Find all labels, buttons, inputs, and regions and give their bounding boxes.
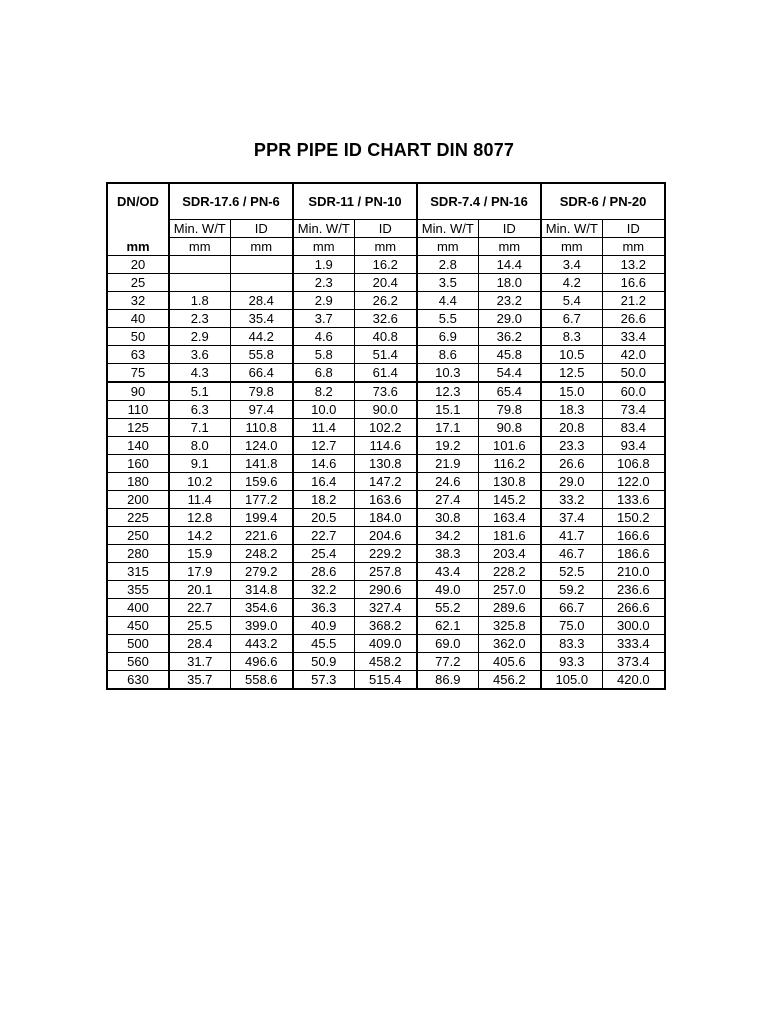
pn16-id-cell: 90.8 — [478, 419, 541, 437]
pn10-wt-cell: 8.2 — [293, 382, 354, 401]
pn10-wt-cell: 10.0 — [293, 401, 354, 419]
pn20-wt-cell: 59.2 — [541, 581, 602, 599]
pn10-id-cell: 458.2 — [354, 653, 417, 671]
pn6-id-cell: 221.6 — [230, 527, 293, 545]
pn6-id-cell: 399.0 — [230, 617, 293, 635]
dn-od-cell: 75 — [107, 364, 169, 383]
pn16-id-cell: 257.0 — [478, 581, 541, 599]
pn6-id-cell: 28.4 — [230, 292, 293, 310]
pn20-id-cell: 420.0 — [602, 671, 665, 690]
pn16-id-cell: 228.2 — [478, 563, 541, 581]
pn16-wt-cell: 86.9 — [417, 671, 478, 690]
pn20-id-cell: 122.0 — [602, 473, 665, 491]
pn20-id-cell: 333.4 — [602, 635, 665, 653]
pn6-wt-cell: 2.3 — [169, 310, 230, 328]
pn6-id-cell: 97.4 — [230, 401, 293, 419]
pn16-id-cell: 163.4 — [478, 509, 541, 527]
pn6-id-cell: 55.8 — [230, 346, 293, 364]
table-row — [107, 346, 665, 364]
pn10-id-cell: 32.6 — [354, 310, 417, 328]
dn-od-cell: 355 — [107, 581, 169, 599]
table-row — [107, 473, 665, 491]
pn6-id-cell: 66.4 — [230, 364, 293, 383]
pn6-id-cell: 279.2 — [230, 563, 293, 581]
pn10-wt-cell: 11.4 — [293, 419, 354, 437]
pn6-id-cell: 314.8 — [230, 581, 293, 599]
table-row — [107, 401, 665, 419]
pn20-wt-cell: 83.3 — [541, 635, 602, 653]
pn10-id-cell: 130.8 — [354, 455, 417, 473]
dn-od-cell: 160 — [107, 455, 169, 473]
pn10-id-cell: 368.2 — [354, 617, 417, 635]
pn16-wt-cell: 4.4 — [417, 292, 478, 310]
dn-od-cell: 250 — [107, 527, 169, 545]
pn20-id-cell: 83.4 — [602, 419, 665, 437]
pn16-id-cell: 54.4 — [478, 364, 541, 383]
pn16-id-cell: 65.4 — [478, 382, 541, 401]
dn-unit: mm — [107, 238, 169, 256]
pn20-wt-cell: 3.4 — [541, 256, 602, 274]
pn6-id-cell: 110.8 — [230, 419, 293, 437]
pn10-wt-cell: 16.4 — [293, 473, 354, 491]
pn6-id-cell: 199.4 — [230, 509, 293, 527]
table-row — [107, 599, 665, 617]
table-row — [107, 563, 665, 581]
pn10-wt-cell: 20.5 — [293, 509, 354, 527]
pn16-id-cell: 325.8 — [478, 617, 541, 635]
header-row-groups — [107, 183, 665, 220]
group-header-sdr-6: SDR-6 / PN-20 — [541, 183, 665, 220]
pn20-wt-cell: 46.7 — [541, 545, 602, 563]
pn10-wt-cell: 2.3 — [293, 274, 354, 292]
table-row — [107, 274, 665, 292]
pn16-id-cell: 23.2 — [478, 292, 541, 310]
col-header-id: ID — [230, 220, 293, 238]
pn20-id-cell: 21.2 — [602, 292, 665, 310]
pn10-id-cell: 61.4 — [354, 364, 417, 383]
pn16-id-cell: 203.4 — [478, 545, 541, 563]
pn20-id-cell: 373.4 — [602, 653, 665, 671]
pn10-wt-cell: 12.7 — [293, 437, 354, 455]
dn-od-cell: 400 — [107, 599, 169, 617]
pn16-id-cell: 18.0 — [478, 274, 541, 292]
pn10-id-cell: 73.6 — [354, 382, 417, 401]
pn6-id-cell: 141.8 — [230, 455, 293, 473]
col-header-wt: Min. W/T — [169, 220, 230, 238]
pn16-id-cell: 289.6 — [478, 599, 541, 617]
unit-cell: mm — [478, 238, 541, 256]
pn20-wt-cell: 33.2 — [541, 491, 602, 509]
table-row — [107, 545, 665, 563]
pn16-wt-cell: 30.8 — [417, 509, 478, 527]
pn20-id-cell: 33.4 — [602, 328, 665, 346]
pn6-wt-cell: 5.1 — [169, 382, 230, 401]
pn6-wt-cell: 7.1 — [169, 419, 230, 437]
dn-od-cell: 32 — [107, 292, 169, 310]
group-header-sdr-11: SDR-11 / PN-10 — [293, 183, 417, 220]
pn10-id-cell: 16.2 — [354, 256, 417, 274]
pn16-id-cell: 456.2 — [478, 671, 541, 690]
page-title: PPR PIPE ID CHART DIN 8077 — [253, 140, 515, 160]
table-row — [107, 437, 665, 455]
pn20-id-cell: 60.0 — [602, 382, 665, 401]
pn16-wt-cell: 10.3 — [417, 364, 478, 383]
unit-cell: mm — [169, 238, 230, 256]
pn6-wt-cell — [169, 274, 230, 292]
pn10-id-cell: 257.8 — [354, 563, 417, 581]
pn16-wt-cell: 62.1 — [417, 617, 478, 635]
pn10-wt-cell: 3.7 — [293, 310, 354, 328]
table-row — [107, 491, 665, 509]
pn16-id-cell: 36.2 — [478, 328, 541, 346]
dn-od-cell: 63 — [107, 346, 169, 364]
col-header-wt: Min. W/T — [417, 220, 478, 238]
table-row — [107, 419, 665, 437]
pn6-wt-cell: 1.8 — [169, 292, 230, 310]
unit-cell: mm — [354, 238, 417, 256]
pn10-wt-cell: 2.9 — [293, 292, 354, 310]
pn10-wt-cell: 40.9 — [293, 617, 354, 635]
table-row — [107, 292, 665, 310]
pn20-wt-cell: 15.0 — [541, 382, 602, 401]
pn20-id-cell: 266.6 — [602, 599, 665, 617]
pn10-id-cell: 409.0 — [354, 635, 417, 653]
dn-od-cell: 180 — [107, 473, 169, 491]
pn10-wt-cell: 57.3 — [293, 671, 354, 690]
dn-od-cell: 25 — [107, 274, 169, 292]
dn-od-cell: 40 — [107, 310, 169, 328]
dn-od-cell: 20 — [107, 256, 169, 274]
pn20-id-cell: 93.4 — [602, 437, 665, 455]
pn16-id-cell: 145.2 — [478, 491, 541, 509]
pn10-id-cell: 90.0 — [354, 401, 417, 419]
pn10-wt-cell: 50.9 — [293, 653, 354, 671]
pn20-id-cell: 133.6 — [602, 491, 665, 509]
table-row — [107, 328, 665, 346]
pn16-id-cell: 405.6 — [478, 653, 541, 671]
pn10-wt-cell: 45.5 — [293, 635, 354, 653]
pn20-wt-cell: 93.3 — [541, 653, 602, 671]
pn20-wt-cell: 52.5 — [541, 563, 602, 581]
pn20-wt-cell: 66.7 — [541, 599, 602, 617]
pn10-id-cell: 20.4 — [354, 274, 417, 292]
pn16-wt-cell: 69.0 — [417, 635, 478, 653]
pn20-id-cell: 300.0 — [602, 617, 665, 635]
pn10-wt-cell: 5.8 — [293, 346, 354, 364]
pn20-wt-cell: 41.7 — [541, 527, 602, 545]
pn10-wt-cell: 4.6 — [293, 328, 354, 346]
pn6-wt-cell: 12.8 — [169, 509, 230, 527]
pn20-wt-cell: 20.8 — [541, 419, 602, 437]
pn6-wt-cell: 14.2 — [169, 527, 230, 545]
col-header-id: ID — [602, 220, 665, 238]
pn16-wt-cell: 6.9 — [417, 328, 478, 346]
pn20-wt-cell: 23.3 — [541, 437, 602, 455]
pn6-wt-cell: 3.6 — [169, 346, 230, 364]
pn20-id-cell: 42.0 — [602, 346, 665, 364]
dn-od-cell: 450 — [107, 617, 169, 635]
pn10-id-cell: 114.6 — [354, 437, 417, 455]
pn16-id-cell: 362.0 — [478, 635, 541, 653]
pn6-id-cell: 177.2 — [230, 491, 293, 509]
pn16-wt-cell: 49.0 — [417, 581, 478, 599]
pn20-id-cell: 210.0 — [602, 563, 665, 581]
pn20-id-cell: 73.4 — [602, 401, 665, 419]
pn10-wt-cell: 28.6 — [293, 563, 354, 581]
pn10-id-cell: 163.6 — [354, 491, 417, 509]
pn20-id-cell: 106.8 — [602, 455, 665, 473]
pn20-wt-cell: 8.3 — [541, 328, 602, 346]
header-row-columns — [107, 220, 665, 238]
unit-cell: mm — [417, 238, 478, 256]
pn16-id-cell: 130.8 — [478, 473, 541, 491]
pn20-wt-cell: 5.4 — [541, 292, 602, 310]
table-row — [107, 455, 665, 473]
pn20-wt-cell: 4.2 — [541, 274, 602, 292]
pn16-id-cell: 101.6 — [478, 437, 541, 455]
dn-od-cell: 125 — [107, 419, 169, 437]
pn16-wt-cell: 3.5 — [417, 274, 478, 292]
table-row — [107, 671, 665, 690]
pn6-id-cell: 35.4 — [230, 310, 293, 328]
pn6-wt-cell: 6.3 — [169, 401, 230, 419]
unit-cell: mm — [541, 238, 602, 256]
dn-od-cell: 90 — [107, 382, 169, 401]
pn6-id-cell — [230, 274, 293, 292]
pn20-wt-cell: 29.0 — [541, 473, 602, 491]
pn20-wt-cell: 37.4 — [541, 509, 602, 527]
dn-od-cell: 280 — [107, 545, 169, 563]
pn20-wt-cell: 18.3 — [541, 401, 602, 419]
table-body — [107, 256, 665, 690]
pn10-id-cell: 40.8 — [354, 328, 417, 346]
table-row — [107, 509, 665, 527]
pn6-wt-cell: 28.4 — [169, 635, 230, 653]
pn6-id-cell: 354.6 — [230, 599, 293, 617]
pn16-wt-cell: 34.2 — [417, 527, 478, 545]
pn6-id-cell: 558.6 — [230, 671, 293, 690]
dn-od-cell: 225 — [107, 509, 169, 527]
pn16-wt-cell: 21.9 — [417, 455, 478, 473]
unit-cell: mm — [230, 238, 293, 256]
dn-od-cell: 140 — [107, 437, 169, 455]
pn6-id-cell — [230, 256, 293, 274]
dn-od-cell: 110 — [107, 401, 169, 419]
col-header-id: ID — [478, 220, 541, 238]
pn10-wt-cell: 6.8 — [293, 364, 354, 383]
pn10-id-cell: 204.6 — [354, 527, 417, 545]
table-row — [107, 527, 665, 545]
pn16-id-cell: 29.0 — [478, 310, 541, 328]
pn20-id-cell: 16.6 — [602, 274, 665, 292]
pn16-wt-cell: 24.6 — [417, 473, 478, 491]
pn6-wt-cell: 15.9 — [169, 545, 230, 563]
pn6-wt-cell: 2.9 — [169, 328, 230, 346]
pn16-wt-cell: 27.4 — [417, 491, 478, 509]
table-row — [107, 653, 665, 671]
pn10-wt-cell: 18.2 — [293, 491, 354, 509]
pn16-wt-cell: 38.3 — [417, 545, 478, 563]
pn10-wt-cell: 32.2 — [293, 581, 354, 599]
pn6-wt-cell: 25.5 — [169, 617, 230, 635]
pn16-wt-cell: 2.8 — [417, 256, 478, 274]
pn6-id-cell: 44.2 — [230, 328, 293, 346]
table-row — [107, 310, 665, 328]
header-row-units — [107, 238, 665, 256]
dn-od-cell: 315 — [107, 563, 169, 581]
dn-od-spacer — [107, 220, 169, 238]
pn6-wt-cell: 9.1 — [169, 455, 230, 473]
pn6-wt-cell: 17.9 — [169, 563, 230, 581]
pn6-wt-cell: 11.4 — [169, 491, 230, 509]
pn16-wt-cell: 55.2 — [417, 599, 478, 617]
pn16-wt-cell: 17.1 — [417, 419, 478, 437]
dn-od-cell: 50 — [107, 328, 169, 346]
pn6-id-cell: 248.2 — [230, 545, 293, 563]
pn20-wt-cell: 10.5 — [541, 346, 602, 364]
dn-od-cell: 630 — [107, 671, 169, 690]
table-row — [107, 581, 665, 599]
dn-od-cell: 500 — [107, 635, 169, 653]
unit-cell: mm — [293, 238, 354, 256]
pn16-wt-cell: 77.2 — [417, 653, 478, 671]
group-header-sdr-17-6: SDR-17.6 / PN-6 — [169, 183, 293, 220]
table-row — [107, 635, 665, 653]
pn16-wt-cell: 12.3 — [417, 382, 478, 401]
pn20-id-cell: 26.6 — [602, 310, 665, 328]
pn16-id-cell: 116.2 — [478, 455, 541, 473]
dn-od-cell: 200 — [107, 491, 169, 509]
pn20-wt-cell: 6.7 — [541, 310, 602, 328]
pn20-id-cell: 50.0 — [602, 364, 665, 383]
pn10-id-cell: 102.2 — [354, 419, 417, 437]
pn20-wt-cell: 105.0 — [541, 671, 602, 690]
pn16-wt-cell: 43.4 — [417, 563, 478, 581]
pn10-id-cell: 51.4 — [354, 346, 417, 364]
pn6-wt-cell — [169, 256, 230, 274]
pn10-id-cell: 327.4 — [354, 599, 417, 617]
pipe-id-table — [106, 182, 666, 690]
unit-cell: mm — [602, 238, 665, 256]
pn20-wt-cell: 26.6 — [541, 455, 602, 473]
col-header-wt: Min. W/T — [293, 220, 354, 238]
pn16-id-cell: 181.6 — [478, 527, 541, 545]
pn6-id-cell: 79.8 — [230, 382, 293, 401]
pn20-wt-cell: 12.5 — [541, 364, 602, 383]
pn16-wt-cell: 5.5 — [417, 310, 478, 328]
col-header-wt: Min. W/T — [541, 220, 602, 238]
pn10-id-cell: 147.2 — [354, 473, 417, 491]
pn10-id-cell: 184.0 — [354, 509, 417, 527]
pn6-wt-cell: 31.7 — [169, 653, 230, 671]
pn10-wt-cell: 22.7 — [293, 527, 354, 545]
pn6-wt-cell: 35.7 — [169, 671, 230, 690]
pn20-id-cell: 186.6 — [602, 545, 665, 563]
pn6-wt-cell: 4.3 — [169, 364, 230, 383]
group-header-sdr-7-4: SDR-7.4 / PN-16 — [417, 183, 541, 220]
pn6-wt-cell: 10.2 — [169, 473, 230, 491]
pn6-id-cell: 124.0 — [230, 437, 293, 455]
col-header-id: ID — [354, 220, 417, 238]
pn6-id-cell: 159.6 — [230, 473, 293, 491]
pn16-id-cell: 14.4 — [478, 256, 541, 274]
pn10-id-cell: 290.6 — [354, 581, 417, 599]
table-row — [107, 364, 665, 383]
pn16-wt-cell: 15.1 — [417, 401, 478, 419]
pn10-id-cell: 515.4 — [354, 671, 417, 690]
pn10-wt-cell: 1.9 — [293, 256, 354, 274]
pn16-wt-cell: 8.6 — [417, 346, 478, 364]
table-row — [107, 382, 665, 401]
dn-od-header: DN/OD — [107, 183, 169, 220]
pn6-id-cell: 443.2 — [230, 635, 293, 653]
pn10-wt-cell: 25.4 — [293, 545, 354, 563]
pn16-id-cell: 79.8 — [478, 401, 541, 419]
pn10-id-cell: 26.2 — [354, 292, 417, 310]
pn20-wt-cell: 75.0 — [541, 617, 602, 635]
dn-od-cell: 560 — [107, 653, 169, 671]
pn6-wt-cell: 22.7 — [169, 599, 230, 617]
pn20-id-cell: 150.2 — [602, 509, 665, 527]
pn10-wt-cell: 14.6 — [293, 455, 354, 473]
pn20-id-cell: 236.6 — [602, 581, 665, 599]
pn20-id-cell: 166.6 — [602, 527, 665, 545]
pn16-id-cell: 45.8 — [478, 346, 541, 364]
pn6-id-cell: 496.6 — [230, 653, 293, 671]
pn16-wt-cell: 19.2 — [417, 437, 478, 455]
table-row — [107, 256, 665, 274]
pn10-id-cell: 229.2 — [354, 545, 417, 563]
pn10-wt-cell: 36.3 — [293, 599, 354, 617]
table-row — [107, 617, 665, 635]
pn20-id-cell: 13.2 — [602, 256, 665, 274]
pn6-wt-cell: 20.1 — [169, 581, 230, 599]
pn6-wt-cell: 8.0 — [169, 437, 230, 455]
